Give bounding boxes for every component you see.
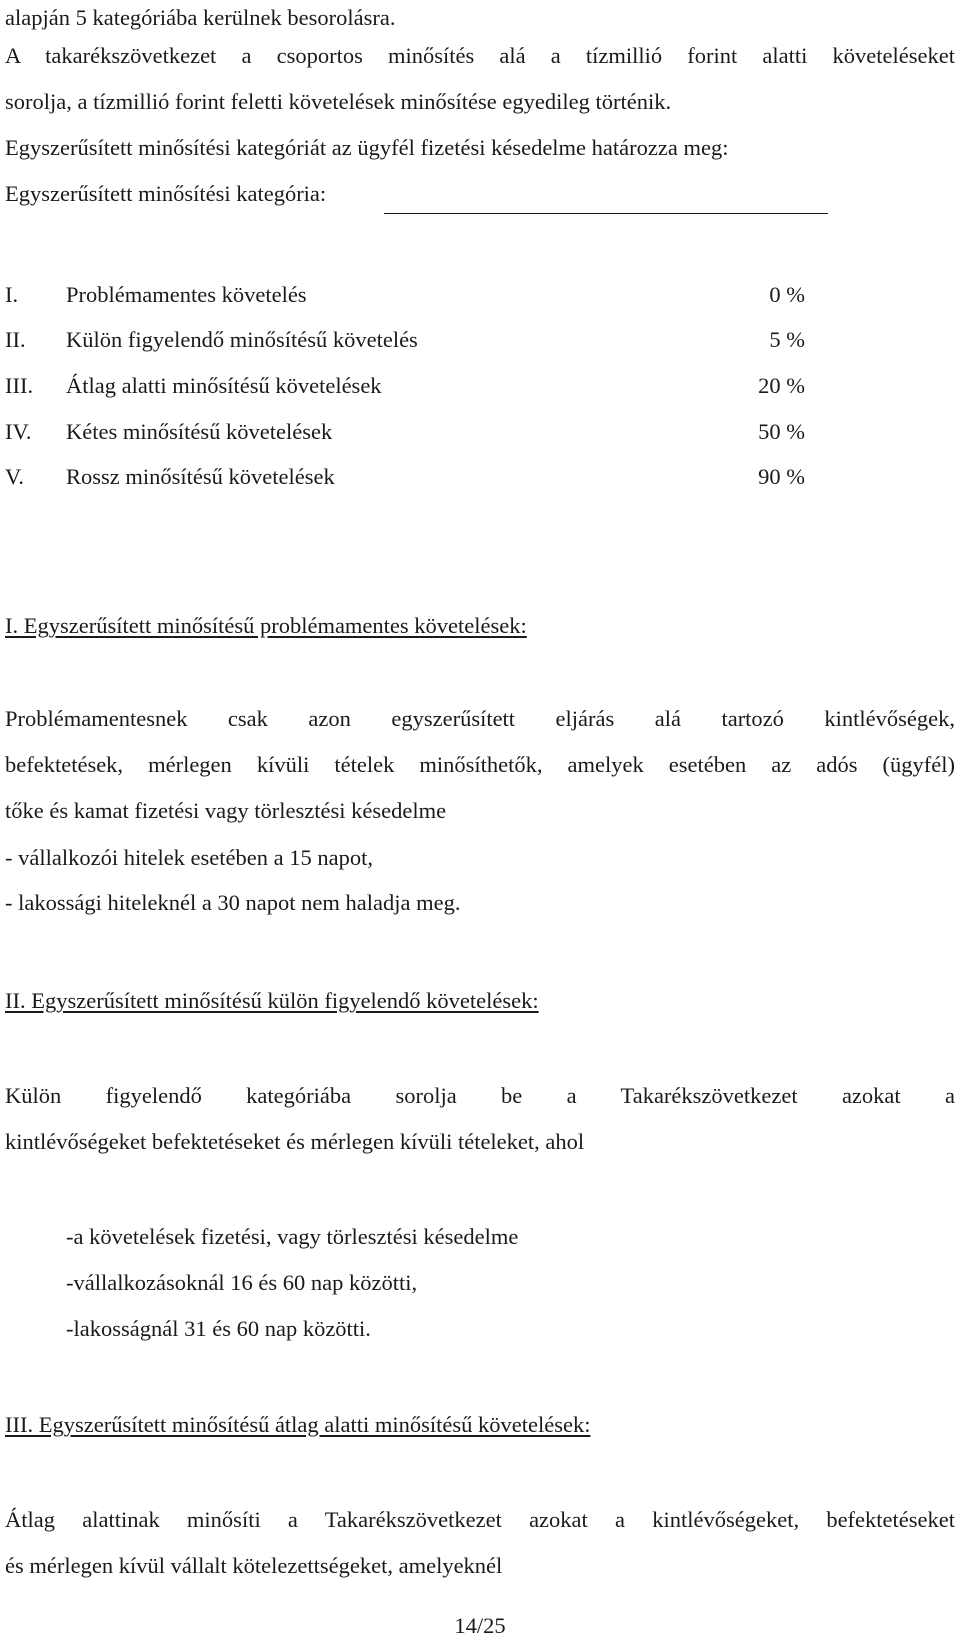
category-label: Kétes minősítésű követelések bbox=[66, 419, 333, 444]
section-1-line-1: Problémamentesnek csak azon egyszerűsített eljárás alá tartozó kintlévőségek, bbox=[5, 706, 955, 731]
section-1-line-5: - lakossági hiteleknél a 30 napot nem haladja meg. bbox=[5, 890, 461, 915]
intro-line-2: A takarékszövetkezet a csoportos minősítés alá a tízmillió forint alatti követeléseket bbox=[5, 43, 955, 68]
category-row bbox=[5, 462, 805, 492]
category-row bbox=[5, 417, 805, 447]
title-underline-blank bbox=[384, 213, 828, 214]
category-number: II. bbox=[5, 327, 26, 352]
category-number: V. bbox=[5, 464, 24, 489]
category-percent: 50 % bbox=[758, 419, 805, 444]
category-percent: 5 % bbox=[769, 327, 805, 352]
section-1-line-2: befektetések, mérlegen kívüli tételek minősíthetők, amelyek esetében az adós (ügyfél) bbox=[5, 752, 955, 777]
section-3-line-1: Átlag alattinak minősíti a Takarékszövetkezet azokat a kintlévőségeket, befektetéseket bbox=[5, 1507, 955, 1532]
page-number: 14/25 bbox=[454, 1613, 506, 1638]
category-list-title: Egyszerűsített minősítési kategória: bbox=[5, 181, 327, 206]
category-label: Problémamentes követelés bbox=[66, 282, 307, 307]
intro-line-4: Egyszerűsített minősítési kategóriát az ügyfél fizetési késedelme határozza meg: bbox=[5, 135, 729, 160]
category-percent: 90 % bbox=[758, 464, 805, 489]
intro-line-3: sorolja, a tízmillió forint feletti követelések minősítése egyedileg történik. bbox=[5, 89, 672, 114]
category-label: Rossz minősítésű követelések bbox=[66, 464, 335, 489]
section-3-heading: III. Egyszerűsített minősítésű átlag alatti minősítésű követelések: bbox=[5, 1412, 591, 1437]
section-2-line-2: kintlévőségeket befektetéseket és mérlegen kívüli tételeket, ahol bbox=[5, 1129, 585, 1154]
category-row bbox=[5, 280, 805, 310]
category-label: Külön figyelendő minősítésű követelés bbox=[66, 327, 418, 352]
category-number: IV. bbox=[5, 419, 32, 444]
category-number: I. bbox=[5, 282, 19, 307]
category-percent: 20 % bbox=[758, 373, 805, 398]
section-3-line-2: és mérlegen kívül vállalt kötelezettségeket, amelyeknél bbox=[5, 1553, 503, 1578]
section-1-line-3: tőke és kamat fizetési vagy törlesztési késedelme bbox=[5, 798, 447, 823]
category-number: III. bbox=[5, 373, 34, 398]
category-percent: 0 % bbox=[769, 282, 805, 307]
section-2-bullet-1: -a követelések fizetési, vagy törlesztési késedelme bbox=[66, 1224, 519, 1249]
section-1-line-4: - vállalkozói hitelek esetében a 15 napot, bbox=[5, 845, 373, 870]
category-row bbox=[5, 371, 805, 401]
section-2-line-1: Külön figyelendő kategóriába sorolja be a Takarékszövetkezet azokat a bbox=[5, 1083, 955, 1108]
section-2-heading: II. Egyszerűsített minősítésű külön figyelendő követelések: bbox=[5, 988, 539, 1013]
section-1-heading: I. Egyszerűsített minősítésű problémamentes követelések: bbox=[5, 613, 527, 638]
category-row bbox=[5, 325, 805, 355]
intro-line-1: alapján 5 kategóriába kerülnek besorolásra. bbox=[5, 5, 396, 30]
section-2-bullet-3: -lakosságnál 31 és 60 nap közötti. bbox=[66, 1316, 371, 1341]
section-2-bullet-2: -vállalkozásoknál 16 és 60 nap közötti, bbox=[66, 1270, 418, 1295]
category-label: Átlag alatti minősítésű követelések bbox=[66, 373, 382, 398]
